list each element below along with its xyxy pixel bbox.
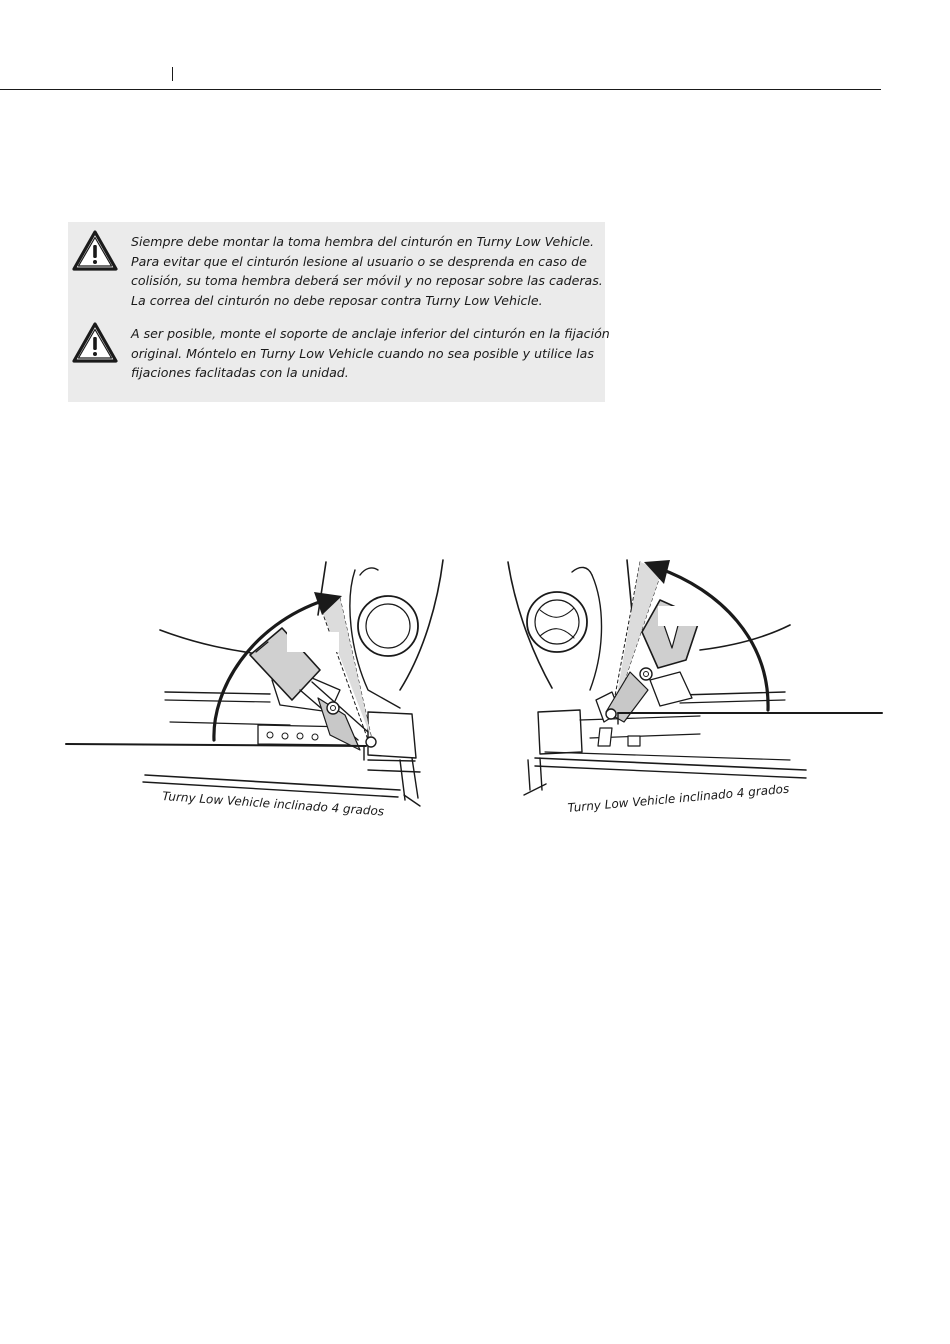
header-rule bbox=[0, 89, 881, 90]
right-figure-caption: Turny Low Vehicle inclinado 4 grados bbox=[567, 781, 790, 815]
warning-line: Siempre debe montar la toma hembra del cinturón en Turny Low Vehicle. bbox=[131, 234, 594, 249]
warning-line: La correa del cinturón no debe reposar contra Turny Low Vehicle. bbox=[131, 292, 543, 308]
warning-line: original. Móntelo en Turny Low Vehicle cuando no sea posible y utilice las bbox=[131, 345, 594, 361]
header-tick bbox=[172, 67, 173, 81]
warning-text bbox=[131, 232, 601, 310]
right-illustration bbox=[508, 560, 882, 815]
warning-line: colisión, su toma hembra deberá ser móvil y no reposar sobre las caderas. bbox=[131, 273, 603, 289]
left-illustration bbox=[66, 560, 443, 819]
seatbelt-mount-illustration bbox=[0, 540, 950, 860]
left-figure-caption: Turny Low Vehicle inclinado 4 grados bbox=[161, 789, 385, 819]
warning-box bbox=[68, 222, 610, 402]
warning-line: Para evitar que el cinturón lesione al usuario o se desprenda en caso de bbox=[131, 253, 587, 269]
warning-line: fijaciones faclitadas con la unidad. bbox=[131, 365, 349, 381]
warning-text bbox=[131, 324, 610, 383]
warning-triangle-icon bbox=[72, 322, 118, 364]
warning-line: A ser posible, monte el soporte de anclaje inferior del cinturón en la fijación bbox=[131, 326, 610, 341]
warning-triangle-icon bbox=[72, 230, 118, 272]
